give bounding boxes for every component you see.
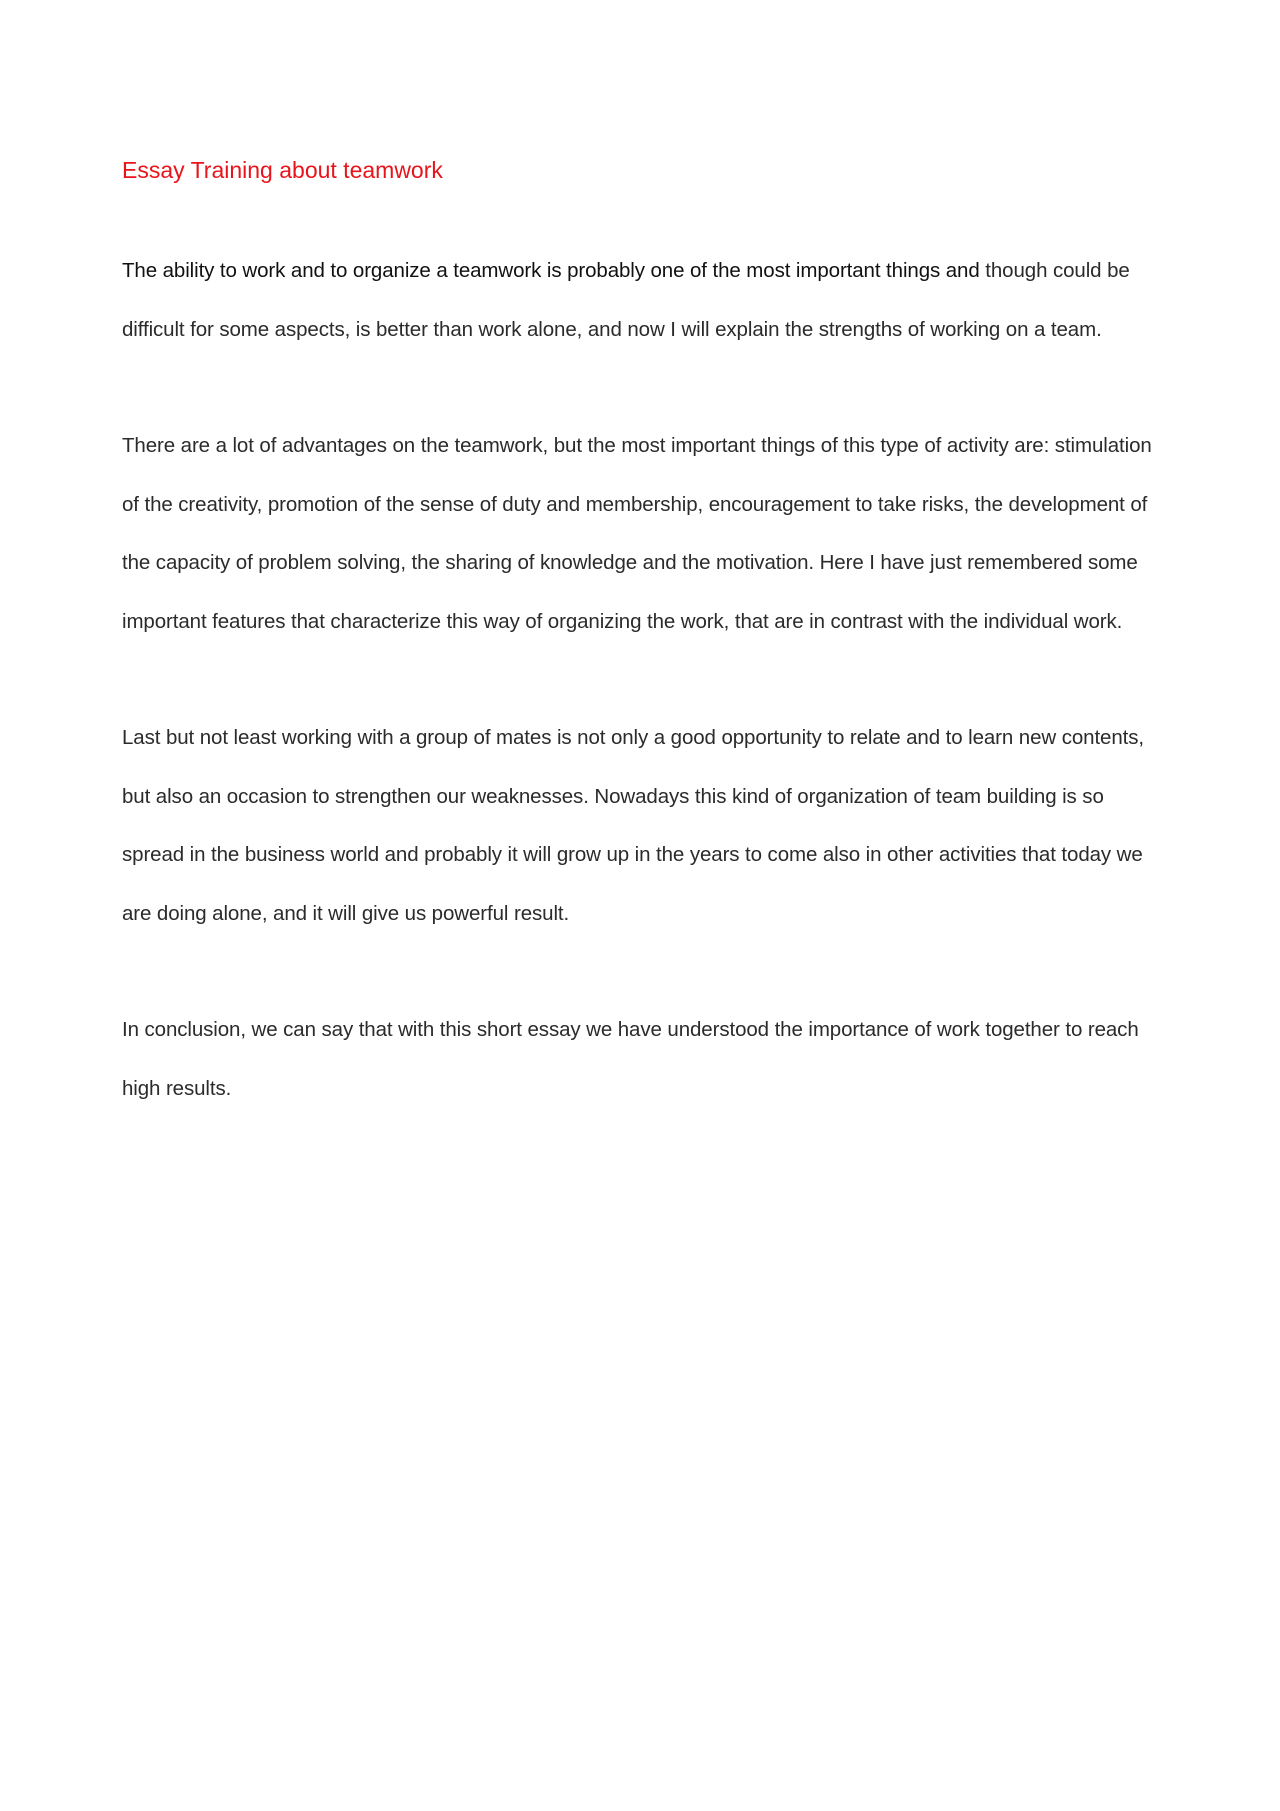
paragraph-group-work: Last but not least working with a group of mates is not only a good opportunity to relate and to learn new contents, but also an occasion to strengthen our weaknesses. Nowadays this kind of organization of team building is so spread in the business world and probably it will grow up in the years to come also in other activities that today we are doing alone, and it will give us powerful result. <box>122 726 1144 925</box>
paragraph-advantages: There are a lot of advantages on the teamwork, but the most important things of this type of activity are: stimulation of the creativity, promotion of the sense of duty and membership, encouragement to take risks, the development of the capacity of problem solving, the sharing of knowledge and the motivation. Here I have just remembered some important features that characterize this way of organizing the work, that are in contrast with the individual work. <box>122 434 1152 633</box>
document-body <box>122 150 1162 1176</box>
paragraph-intro-rest: though could be difficult for some aspects, is better than work alone, and now I will explain the strengths of working on a team. <box>122 259 1130 341</box>
paragraph-conclusion: In conclusion, we can say that with this short essay we have understood the importance of work together to reach high results. <box>122 1018 1139 1100</box>
document-title: Essay Training about teamwork <box>122 157 443 183</box>
paragraph-intro-lead: The ability to work and to organize a teamwork is probably one of the most important things and <box>122 259 980 282</box>
paragraph-intro <box>122 242 1162 359</box>
